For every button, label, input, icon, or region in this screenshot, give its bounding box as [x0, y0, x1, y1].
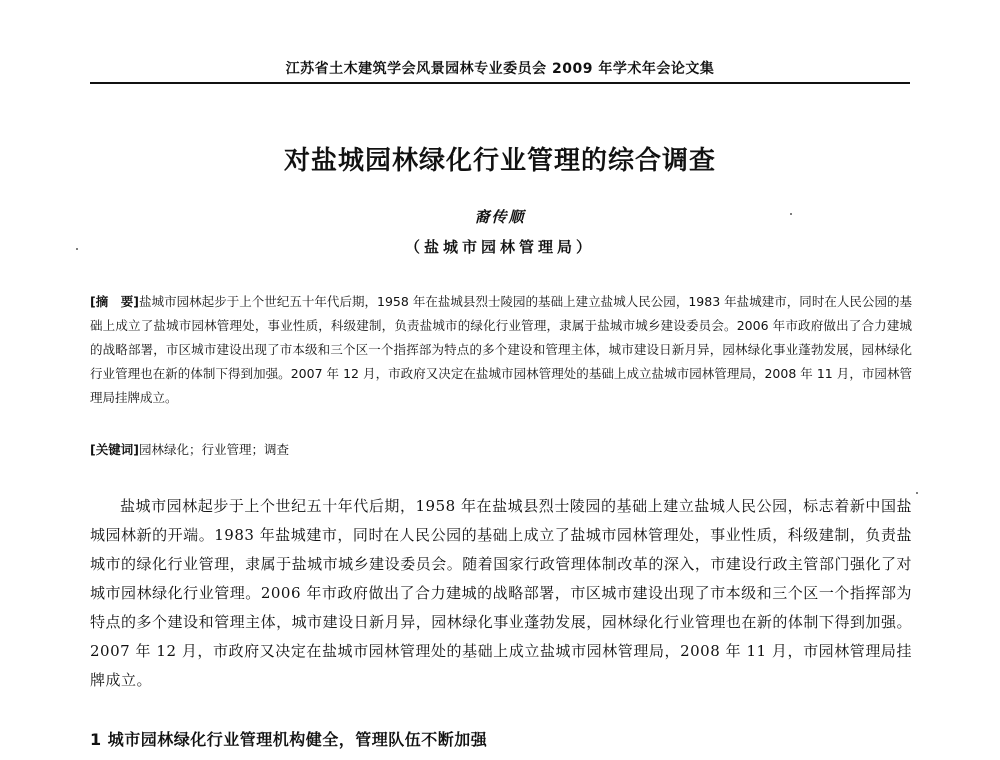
scan-speck — [76, 248, 78, 250]
section-heading: 1 城市园林绿化行业管理机构健全，管理队伍不断加强 — [90, 730, 488, 749]
author-name: 裔传顺 — [474, 208, 526, 226]
abstract — [90, 290, 912, 410]
author-affiliation: （盐城市园林管理局） — [404, 238, 595, 256]
header-rule — [90, 82, 910, 84]
keywords-text: 园林绿化；行业管理；调查 — [138, 442, 289, 457]
keywords-label: [关键词] — [90, 442, 139, 457]
paper-title: 对盐城园林绿化行业管理的综合调查 — [283, 146, 716, 176]
scan-speck — [916, 492, 918, 494]
running-header: 江苏省土木建筑学会风景园林专业委员会 2009 年学术年会论文集 — [285, 61, 715, 77]
body-paragraph: 盐城市园林起步于上个世纪五十年代后期，1958 年在盐城县烈士陵园的基础上建立盐城人民公园，标志着新中国盐城园林新的开端。1983 年盐城建市，同时在人民公园的基础上成立了盐城市园林管理处，事业性质，科级建制，负责盐城市的绿化行业管理，隶属于盐城市城乡建设委员会。随着国家行政管理体制改革的深入，市建设行政主管部门强化了对城市园林绿化行业管理。2006 年市政府做出了合力建城的战略部署，市区城市建设出现了市本级和三个区一个指挥部为特点的多个建设和管理主体，城市建设日新月异，园林绿化事业蓬勃发展，园林绿化行业管理也在新的体制下得到加强。2007 年 12 月，市政府又决定在盐城市园林管理处的基础上成立盐城市园林管理局，2008 年 11 月，市园林管理局挂牌成立。 — [90, 497, 912, 689]
keywords — [90, 438, 912, 462]
abstract-text: 盐城市园林起步于上个世纪五十年代后期，1958 年在盐城县烈士陵园的基础上建立盐城人民公园，1983 年盐城建市，同时在人民公园的基础上成立了盐城市园林管理处，事业性质，科级建制，负责盐城市的绿化行业管理，隶属于盐城市城乡建设委员会。2006 年市政府做出了合力建城的战略部署，市区城市建设出现了市本级和三个区一个指挥部为特点的多个建设和管理主体，城市建设日新月异，园林绿化事业蓬勃发展，园林绿化行业管理也在新的体制下得到加强。2007 年 12 月，市政府又决定在盐城市园林管理处的基础上成立盐城市园林管理局，2008 年 11 月，市园林管理局挂牌成立。 — [90, 294, 912, 405]
abstract-label: [摘 要] — [90, 294, 140, 309]
scan-speck — [790, 213, 792, 215]
